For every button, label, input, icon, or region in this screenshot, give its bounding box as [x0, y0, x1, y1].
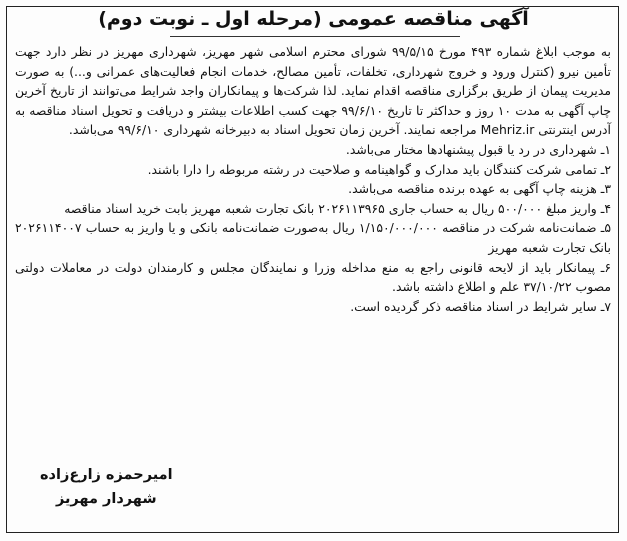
- notice-intro-paragraph: به موجب ابلاغ شماره ۴۹۳ مورخ ۹۹/۵/۱۵ شورای محترم اسلامی شهر مهریز، شهرداری مهریز در نظر دارد جهت تأمین نیرو (کنترل ورود و خروج شهرداری، تخلفات، تأمین مصالح، خدمات انجام فعالیت‌های عمرانی و...) به صورت مدیریت پیمان از طریق برگزاری مناقصه اقدام نماید. لذا شرکت‌ها و پیمانکاران واجد شرایط می‌توانند از تاریخ آخرین چاپ آگهی به مدت ۱۰ روز و حداکثر تا تاریخ ۹۹/۶/۱۰ جهت کسب اطلاعات بیشتر و دریافت و تحویل اسناد مناقصه به آدرس اینترنتی Mehriz.ir مراجعه نمایند. آخرین زمان تحویل اسناد به دبیرخانه شهرداری ۹۹/۶/۱۰ می‌باشد.: [15, 44, 612, 138]
- notice-condition-7: ۷ـ سایر شرایط در اسناد مناقصه ذکر گردیده است.: [350, 298, 611, 314]
- title-divider: [170, 36, 460, 37]
- notice-condition-5: ۵ـ ضمانت‌نامه شرکت در مناقصه ۱/۱۵۰/۰۰۰/۰۰۰ ریال به‌صورت ضمانت‌نامه بانکی و یا واریز به حساب ۲۰۲۶۱۱۴۰۰۷ بانک تجارت شعبه مهریز: [15, 220, 611, 255]
- notice-condition-1: ۱ـ شهرداری در رد یا قبول پیشنهادها مختار می‌باشد.: [345, 141, 611, 157]
- notice-body: [15, 42, 611, 316]
- signature-block: [40, 463, 173, 511]
- notice-condition-4: ۴ـ واریز مبلغ ۵۰۰/۰۰۰ ریال به حساب جاری ۲۰۲۶۱۱۳۹۶۵ بانک تجارت شعبه مهریز بابت خرید اسناد مناقصه: [64, 200, 611, 216]
- notice-condition-3: ۳ـ هزینه چاپ آگهی به عهده برنده مناقصه می‌باشد.: [348, 181, 611, 197]
- signer-name: امیرحمزه زارع‌زاده: [40, 467, 173, 483]
- notice-condition-6: ۶ـ پیمانکار باید از لایحه قانونی راجع به منع مداخله وزرا و نمایندگان مجلس و کارمندان دولت در معاملات دولتی مصوب ۳۷/۱۰/۲۲ علم و اطلاع داشته باشد.: [15, 259, 611, 295]
- signer-title: شهردار مهریز: [55, 491, 157, 507]
- notice-condition-2: ۲ـ تمامی شرکت کنندگان باید مدارک و گواهینامه و صلاحیت در رشته مربوطه را دارا باشند.: [147, 161, 611, 177]
- notice-title: آگهی مناقصه عمومی (مرحله اول ـ نوبت دوم): [98, 8, 529, 30]
